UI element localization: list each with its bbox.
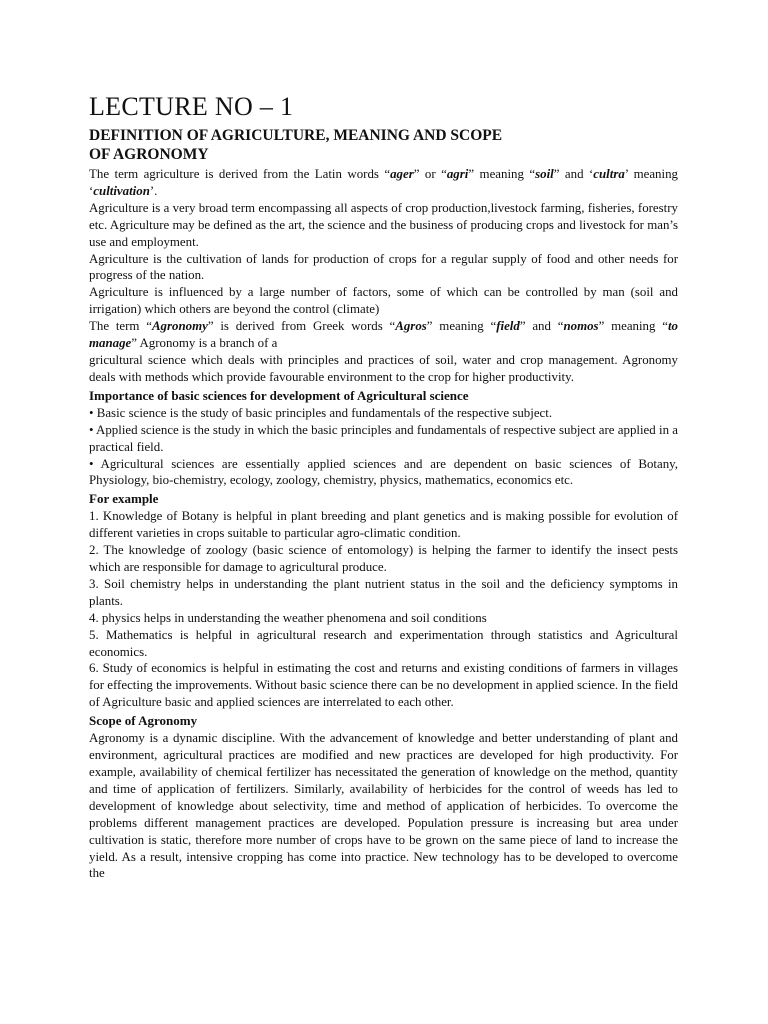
heading-for-example: For example (89, 491, 159, 507)
text-run: The term agriculture is derived from the Latin words “ (89, 167, 391, 181)
text-run: ” meaning “ (426, 319, 497, 334)
keyword-nomos: nomos (563, 319, 599, 334)
main-heading-line-2: OF AGRONOMY (89, 146, 209, 163)
bullet-item: • Applied science is the study in which the basic principles and fundamentals of respective subject are applied in a practical field. (89, 422, 678, 454)
main-heading-line-1: DEFINITION OF AGRICULTURE, MEANING AND SCOPE (89, 127, 503, 144)
text-run: ” meaning “ (598, 319, 668, 334)
keyword-agri: agri (446, 167, 469, 181)
main-heading (89, 126, 678, 164)
example-item: 1. Knowledge of Botany is helpful in plant breeding and plant genetics and is making possible for evolution of different varieties in crops suitable to particular agro-climatic condition. (89, 509, 678, 541)
text-run: ” Agronomy is a branch of a (131, 336, 278, 351)
example-item: 3. Soil chemistry helps in understanding the plant nutrient status in the soil and the deficiency symptoms in plants. (89, 576, 678, 608)
bullet-item: • Agricultural sciences are essentially applied sciences and are dependent on basic sciences of Botany, Physiology, bio-chemistry, ecology, zoology, chemistry, physics, mathematics, economics etc. (89, 456, 678, 488)
keyword-soil: soil (535, 167, 554, 181)
example-item: 2. The knowledge of zoology (basic science of entomology) is helping the farmer to identify the insect pests which are responsible for damage to agricultural produce. (89, 543, 678, 575)
paragraph-agriculture-cultivation: Agriculture is the cultivation of lands for production of crops for a regular supply of food and other needs for progress of the nation. (89, 251, 678, 283)
example-item: 4. physics helps in understanding the weather phenomena and soil conditions (89, 610, 487, 625)
bullet-item: • Basic science is the study of basic principles and fundamentals of the respective subject. (89, 405, 553, 420)
keyword-agros: Agros (395, 319, 427, 334)
paragraph-etymology-agronomy (89, 318, 678, 352)
heading-scope: Scope of Agronomy (89, 713, 198, 729)
paragraph-agriculture-definition: Agriculture is a very broad term encompassing all aspects of crop production,livestock farming, fisheries, forestry etc. Agriculture may be defined as the art, the science and the business of producing crops and livestock for man’s use and employment. (89, 200, 678, 249)
keyword-ager: ager (390, 167, 414, 181)
keyword-field: field (496, 319, 520, 334)
text-run: ” and ‘ (553, 167, 594, 181)
text-run: ” or “ (413, 167, 447, 181)
paragraph-scope: Agronomy is a dynamic discipline. With the advancement of knowledge and better understanding of plant and environment, agricultural practices are modified and new practices are developed for high productivity. For example, availability of chemical fertilizer has necessitated the generation of knowledge on the method, quantity and time of application of fertilizers. Similarly, availability of herbicides for the control of weeds has led to development of knowledge about selectivity, time and method of application of herbicides. To overcome the problems different management practices are developed. Population pressure is increasing but area under cultivation is static, therefore more number of crops have to be grown on the same piece of land to increase the yield. As a result, intensive cropping has come into practice. New technology has to be developed to overcome the (89, 731, 678, 881)
paragraph-etymology-agriculture (89, 166, 678, 200)
example-item: 5. Mathematics is helpful in agricultural research and experimentation through statistics and Agricultural economics. (89, 627, 678, 659)
keyword-cultivation: cultivation (93, 183, 150, 198)
paragraph-agronomy-definition: gricultural science which deals with principles and practices of soil, water and crop management. Agronomy deals with methods which provide favourable environment to the crop for higher productivity. (89, 352, 678, 384)
example-item: 6. Study of economics is helpful in estimating the cost and returns and existing conditions of farmers in villages for effecting the improvements. Without basic science there can be no development in applied science. In the field of Agriculture basic and applied sciences are interrelated to each other. (89, 661, 678, 710)
keyword-agronomy: Agronomy (151, 319, 208, 334)
heading-importance: Importance of basic sciences for development of Agricultural science (89, 387, 469, 403)
document-body (89, 92, 678, 882)
paragraph-agriculture-factors: Agriculture is influenced by a large number of factors, some of which can be controlled by man (soil and irrigation) which others are beyond the control (climate) (89, 285, 678, 317)
keyword-cultra: cultra (593, 167, 625, 181)
text-run: ’ meaning ‘ (89, 167, 678, 198)
keyword-to-manage: to manage (89, 319, 678, 351)
text-run: ’. (149, 183, 158, 198)
text-run: ” and “ (519, 319, 564, 334)
lecture-title: LECTURE NO – 1 (89, 92, 294, 121)
text-run: ” meaning “ (468, 167, 536, 181)
text-run: The term “ (89, 319, 152, 334)
text-run: ” is derived from Greek words “ (207, 319, 396, 334)
